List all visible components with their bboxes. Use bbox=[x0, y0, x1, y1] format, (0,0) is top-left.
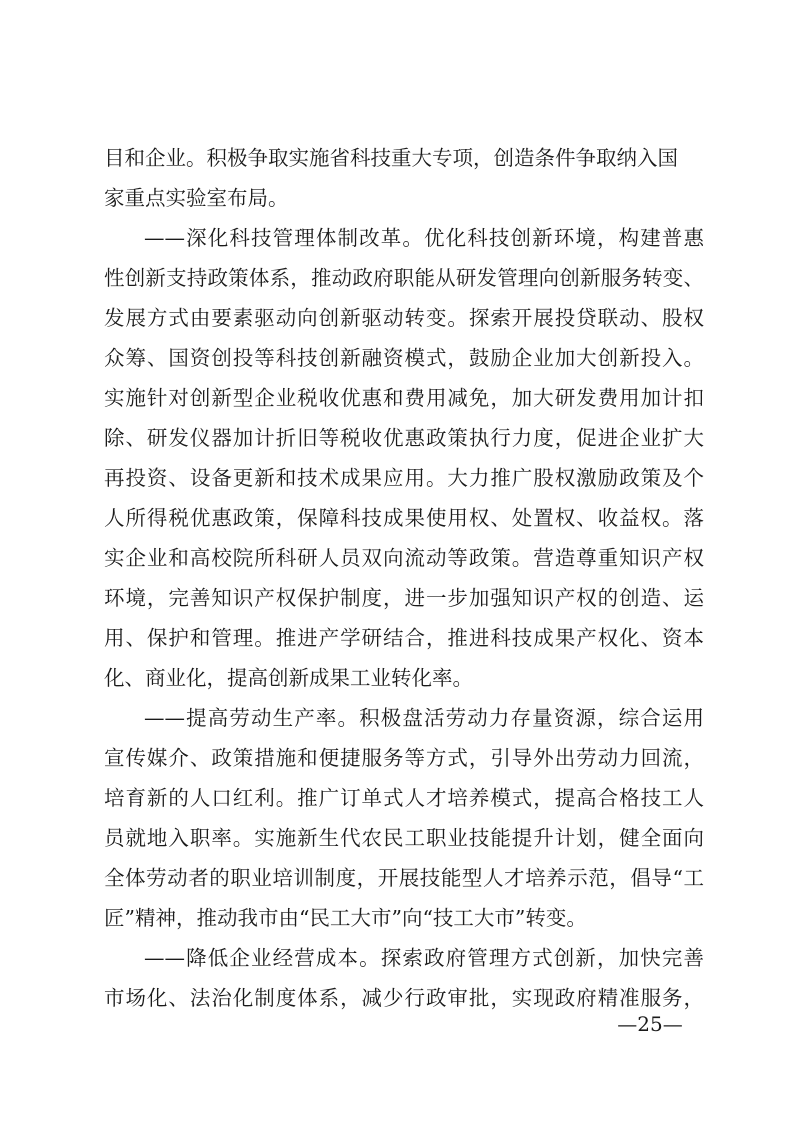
text-line: 发展方式由要素驱动向创新驱动转变。探索开展投贷联动、股权 bbox=[104, 306, 704, 330]
text-line: 全体劳动者的职业培训制度，开展技能型人才培养示范，倡导“工 bbox=[104, 866, 704, 890]
text-line: 用、保护和管理。推进产学研结合，推进科技成果产权化、资本 bbox=[104, 626, 704, 650]
text-line: 目和企业。积极争取实施省科技重大专项，创造条件争取纳入国 bbox=[104, 146, 678, 170]
text-line: 市场化、法治化制度体系，减少行政审批，实现政府精准服务， bbox=[104, 986, 704, 1010]
page-number: —25— bbox=[617, 1012, 683, 1036]
text-line: 再投资、设备更新和技术成果应用。大力推广股权激励政策及个 bbox=[104, 466, 704, 490]
text-line: 除、研发仪器加计折旧等税收优惠政策执行力度，促进企业扩大 bbox=[104, 426, 704, 450]
text-line: ——深化科技管理体制改革。优化科技创新环境，构建普惠 bbox=[144, 226, 704, 250]
text-line: 宣传媒介、政策措施和便捷服务等方式，引导外出劳动力回流， bbox=[104, 746, 704, 770]
text-line: 实施针对创新型企业税收优惠和费用减免，加大研发费用加计扣 bbox=[104, 386, 704, 410]
text-line: 众筹、国资创投等科技创新融资模式，鼓励企业加大创新投入。 bbox=[104, 346, 704, 370]
text-line: 化、商业化，提高创新成果工业转化率。 bbox=[104, 666, 473, 690]
text-line: 员就地入职率。实施新生代农民工职业技能提升计划，健全面向 bbox=[104, 826, 704, 850]
text-line: 性创新支持政策体系，推动政府职能从研发管理向创新服务转变、 bbox=[104, 266, 704, 290]
text-line: 家重点实验室布局。 bbox=[104, 186, 289, 210]
text-line: 培育新的人口红利。推广订单式人才培养模式，提高合格技工人 bbox=[104, 786, 704, 810]
text-line: ——降低企业经营成本。探索政府管理方式创新，加快完善 bbox=[144, 946, 704, 970]
text-line: 实企业和高校院所科研人员双向流动等政策。营造尊重知识产权 bbox=[104, 546, 704, 570]
text-line: 匠”精神，推动我市由“民工大市”向“技工大市”转变。 bbox=[104, 906, 587, 930]
text-line: ——提高劳动生产率。积极盘活劳动力存量资源，综合运用 bbox=[144, 706, 704, 730]
text-line: 人所得税优惠政策，保障科技成果使用权、处置权、收益权。落 bbox=[104, 506, 704, 530]
text-line: 环境，完善知识产权保护制度，进一步加强知识产权的创造、运 bbox=[104, 586, 704, 610]
